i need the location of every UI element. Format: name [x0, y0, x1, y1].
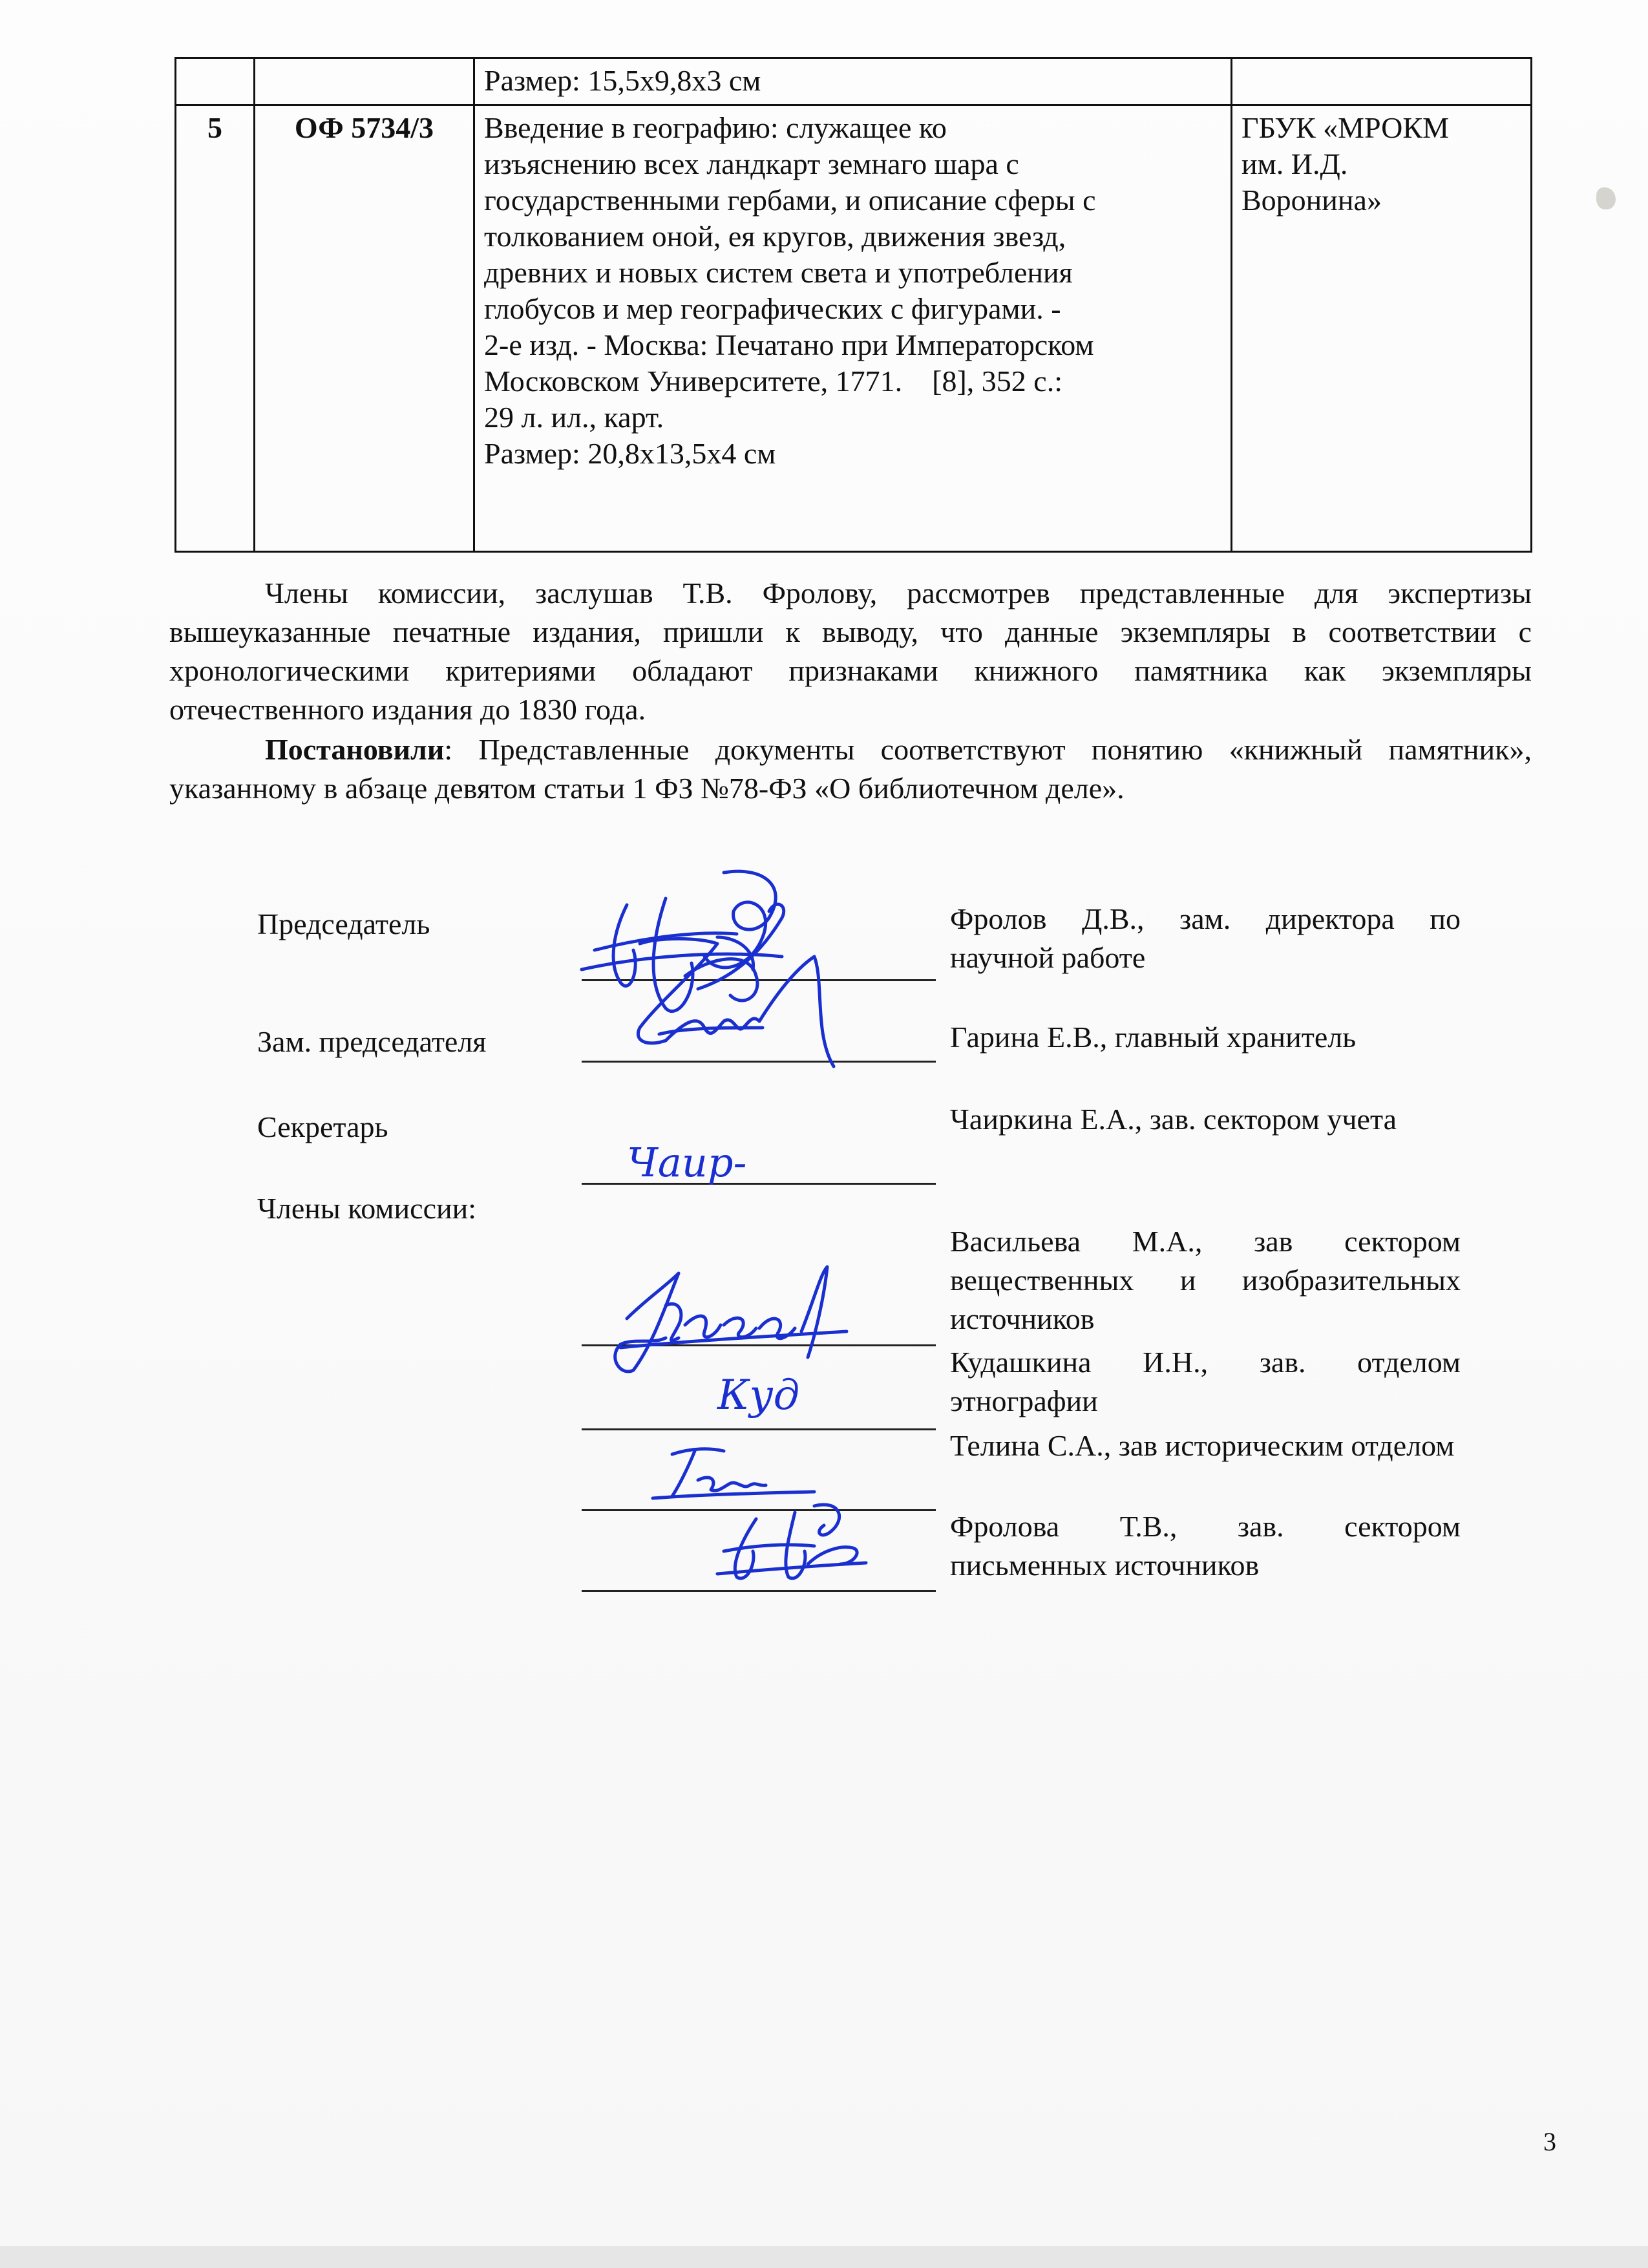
page-number: 3 — [1543, 2127, 1556, 2156]
chair-label: Председатель — [257, 907, 430, 940]
member-signature-frolova — [717, 1493, 872, 1590]
description-line: Размер: 20,8х13,5х4 см — [484, 437, 776, 470]
secretary-name: Чаиркина Е.А., зав. сектором учета — [950, 1103, 1397, 1136]
description-line: Введение в географию: служащее ко — [484, 111, 947, 144]
inventory-number — [255, 58, 474, 105]
resolution-paragraph — [169, 730, 1532, 808]
member-signature-kudashkina — [711, 1357, 840, 1422]
holder-line: ГБУК «МРОКМ — [1241, 111, 1449, 144]
scan-edge — [0, 2246, 1648, 2268]
holder-line: им. И.Д. — [1241, 147, 1348, 180]
resolution-text: : Представленные документы соответствуют понятию «книжный памятник», указанному в абзаце девятом статьи 1 ФЗ №78-ФЗ «О библиотечном деле». — [169, 733, 1532, 805]
vice-chair-signature — [620, 931, 840, 1079]
conclusion-paragraph — [169, 574, 1532, 729]
description-line: изъяснению всех ландкарт земнаго шара с — [484, 147, 1019, 180]
book-description — [474, 58, 1232, 105]
member-name: Кудашкина И.Н., зав. отделом этнографии — [950, 1346, 1461, 1417]
paper-stain — [1596, 187, 1616, 209]
member-signature-text: Куд — [717, 1372, 800, 1419]
member-name: Васильева М.А., зав сектором вещественных и изобразительных источников — [950, 1225, 1461, 1335]
holder-cell — [1232, 105, 1532, 552]
row-number: 5 — [176, 105, 255, 552]
description-line: Московском Университете, 1771. [8], 352 с.: — [484, 365, 1062, 397]
description-line: древних и новых систем света и употребления — [484, 256, 1073, 289]
secretary-signature-text: Чаир- — [627, 1139, 747, 1186]
description-line: толкованием оной, ея кругов, движения звезд, — [484, 220, 1066, 253]
secretary-signature — [627, 1131, 756, 1189]
table-row — [176, 105, 1532, 552]
inventory-number: ОФ 5734/3 — [255, 105, 474, 552]
members-label: Члены комиссии: — [257, 1192, 477, 1225]
description-line: Размер: 15,5х9,8х3 см — [484, 64, 761, 97]
member-name: Фролова Т.В., зав. сектором письменных источников — [950, 1510, 1461, 1582]
holder-cell — [1232, 58, 1532, 105]
conclusion-text: Члены комиссии, заслушав Т.В. Фролову, рассмотрев представленные для экспертизы вышеуказанные печатные издания, пришли к выводу, что данные экземпляры в соответствии с хронологическими критериями обладают признаками книжного памятника как экземпляры отечественного издания до 1830 года. — [169, 577, 1532, 726]
description-line: 2-е изд. - Москва: Печатано при Императорском — [484, 328, 1094, 361]
description-line: 29 л. ил., карт. — [484, 401, 664, 434]
holder-line: Воронина» — [1241, 184, 1382, 217]
row-number — [176, 58, 255, 105]
description-line: государственными гербами, и описание сферы с — [484, 184, 1096, 217]
member-signature-line — [582, 1590, 936, 1592]
member-name: Телина С.А., зав историческим отделом — [950, 1429, 1455, 1462]
chair-name: Фролов Д.В., зам. директора по научной работе — [950, 902, 1461, 974]
table-row — [176, 58, 1532, 105]
vice-chair-label: Зам. председателя — [257, 1025, 487, 1058]
resolution-lead: Постановили — [265, 733, 445, 766]
vice-chair-name: Гарина Е.В., главный хранитель — [950, 1021, 1357, 1054]
book-table — [174, 57, 1532, 553]
secretary-label: Секретарь — [257, 1110, 388, 1143]
book-description — [474, 105, 1232, 552]
description-line: глобусов и мер географических с фигурами. - — [484, 292, 1061, 325]
member-signature-line — [582, 1428, 936, 1430]
